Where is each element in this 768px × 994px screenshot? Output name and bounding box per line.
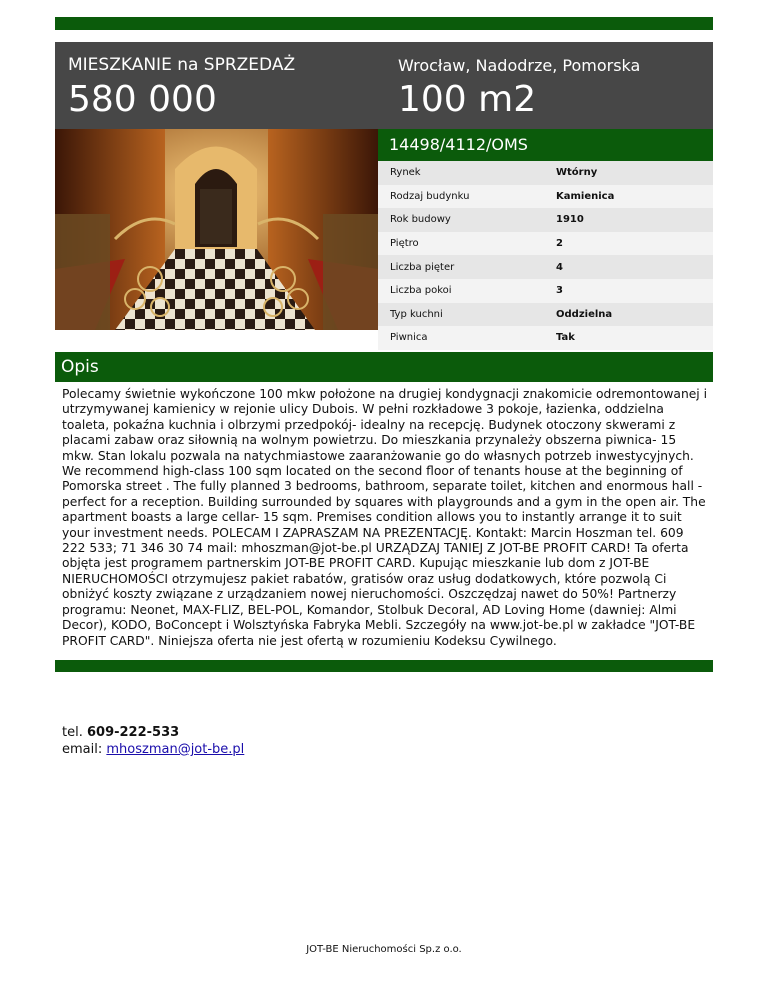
- detail-value: 2: [556, 238, 563, 250]
- description-heading-bar: [55, 352, 713, 382]
- phone-line: [62, 724, 244, 741]
- detail-label: Rok budowy: [390, 214, 451, 226]
- details-row: [378, 255, 713, 279]
- detail-label: Liczba pokoi: [390, 285, 452, 297]
- top-accent-bar: [55, 17, 713, 30]
- detail-value: 3: [556, 285, 563, 297]
- details-table: [378, 161, 713, 350]
- description-text: Polecamy świetnie wykończone 100 mkw położone na drugiej kondygnacji znakomicie odremontowanej i utrzymywanej kamienicy w rejonie ulicy Dubois. W pełni rozkładowe 3 pokoje, łazienka, oddzielna toaleta, pokaźna kuchnia i olbrzymi przedpokój- idealny na recepcję. Budynek otoczony skwerami z placami zabaw oraz siłownią na wolnym powietrzu. Do mieszkania przynależy obszerna piwnica- 15 mkw. Stan lokalu pozwala na natychmiastowe zaaranżowanie go do własnych potrzeb inwestycyjnych. We recommend high-class 100 sqm located on the second floor of tenants house at the beginning of Pomorska street . The fully planned 3 bedrooms, bathroom, separate toilet, kitchen and enormous hall - perfect for a reception. Building surrounded by squares with playgrounds and a gym in the open air. The apartment boasts a large cellar- 15 sqm. Premises condition allows you to instantly arrange it to suit your investment needs. POLECAM I ZAPRASZAM NA PREZENTACJĘ. Kontakt: Marcin Hoszman tel. 609 222 533; 71 346 30 74 mail: mhoszman@jot-be.pl URZĄDZAJ TANIEJ Z JOT-BE PROFIT CARD! Ta oferta objęta jest programem partnerskim JOT-BE PROFIT CARD. Kupując mieszkanie lub dom z JOT-BE NIERUCHOMOŚCI otrzymujesz pakiet rabatów, gratisów oraz usług dodatkowych, które pozwolą Ci obniżyć koszty związane z urządzaniem nowej nieruchomości. Oszczędzaj nawet do 50%! Partnerzy programu: Neonet, MAX-FLIZ, BEL-POL, Komandor, Stolbuk Decoral, AD Loving Home (dawniej: Almi Decor), KODO, BoConcept i Wolsztyńska Fabryka Mebli. Szczegóły na www.jot-be.pl w zakładce "JOT-BE PROFIT CARD". Niniejsza oferta nie jest ofertą w rozumieniu Kodeksu Cywilnego.: [62, 387, 708, 648]
- details-panel: [378, 129, 713, 350]
- detail-label: Typ kuchni: [390, 308, 443, 320]
- footer-company: JOT-BE Nieruchomości Sp.z o.o.: [306, 944, 462, 955]
- details-row: [378, 185, 713, 209]
- header-right: [398, 42, 640, 120]
- details-row: [378, 232, 713, 256]
- details-row: [378, 326, 713, 350]
- detail-label: Piwnica: [390, 332, 428, 344]
- detail-value: 1910: [556, 214, 584, 226]
- bottom-accent-bar: [55, 660, 713, 672]
- detail-value: Wtórny: [556, 167, 598, 179]
- property-photo: [55, 129, 378, 330]
- details-row: [378, 161, 713, 185]
- phone-number: 609-222-533: [86, 725, 180, 740]
- email-line: [62, 741, 244, 758]
- detail-label: Liczba pięter: [390, 261, 455, 273]
- details-row: [378, 208, 713, 232]
- detail-value: 4: [556, 261, 563, 273]
- phone-label: tel.: [62, 725, 83, 740]
- offer-type: MIESZKANIE na SPRZEDAŻ: [68, 55, 296, 75]
- description-heading: Opis: [61, 357, 99, 377]
- detail-value: Tak: [556, 332, 575, 344]
- email-link[interactable]: mhoszman@jot-be.pl: [106, 742, 245, 757]
- detail-label: Rodzaj budynku: [390, 190, 470, 202]
- email-label: email:: [62, 742, 103, 757]
- header-left: [68, 42, 295, 120]
- detail-value: Kamienica: [556, 190, 615, 202]
- listing-header: [55, 42, 713, 129]
- location: Wrocław, Nadodrze, Pomorska: [398, 56, 641, 75]
- details-row: [378, 303, 713, 327]
- reference-number: 14498/4112/OMS: [378, 129, 713, 161]
- detail-label: Rynek: [390, 167, 421, 179]
- details-row: [378, 279, 713, 303]
- area: 100 m2: [398, 79, 537, 120]
- contact-block: [62, 724, 244, 758]
- detail-value: Oddzielna: [556, 308, 613, 320]
- price: 580 000: [68, 79, 217, 120]
- detail-label: Piętro: [390, 238, 419, 250]
